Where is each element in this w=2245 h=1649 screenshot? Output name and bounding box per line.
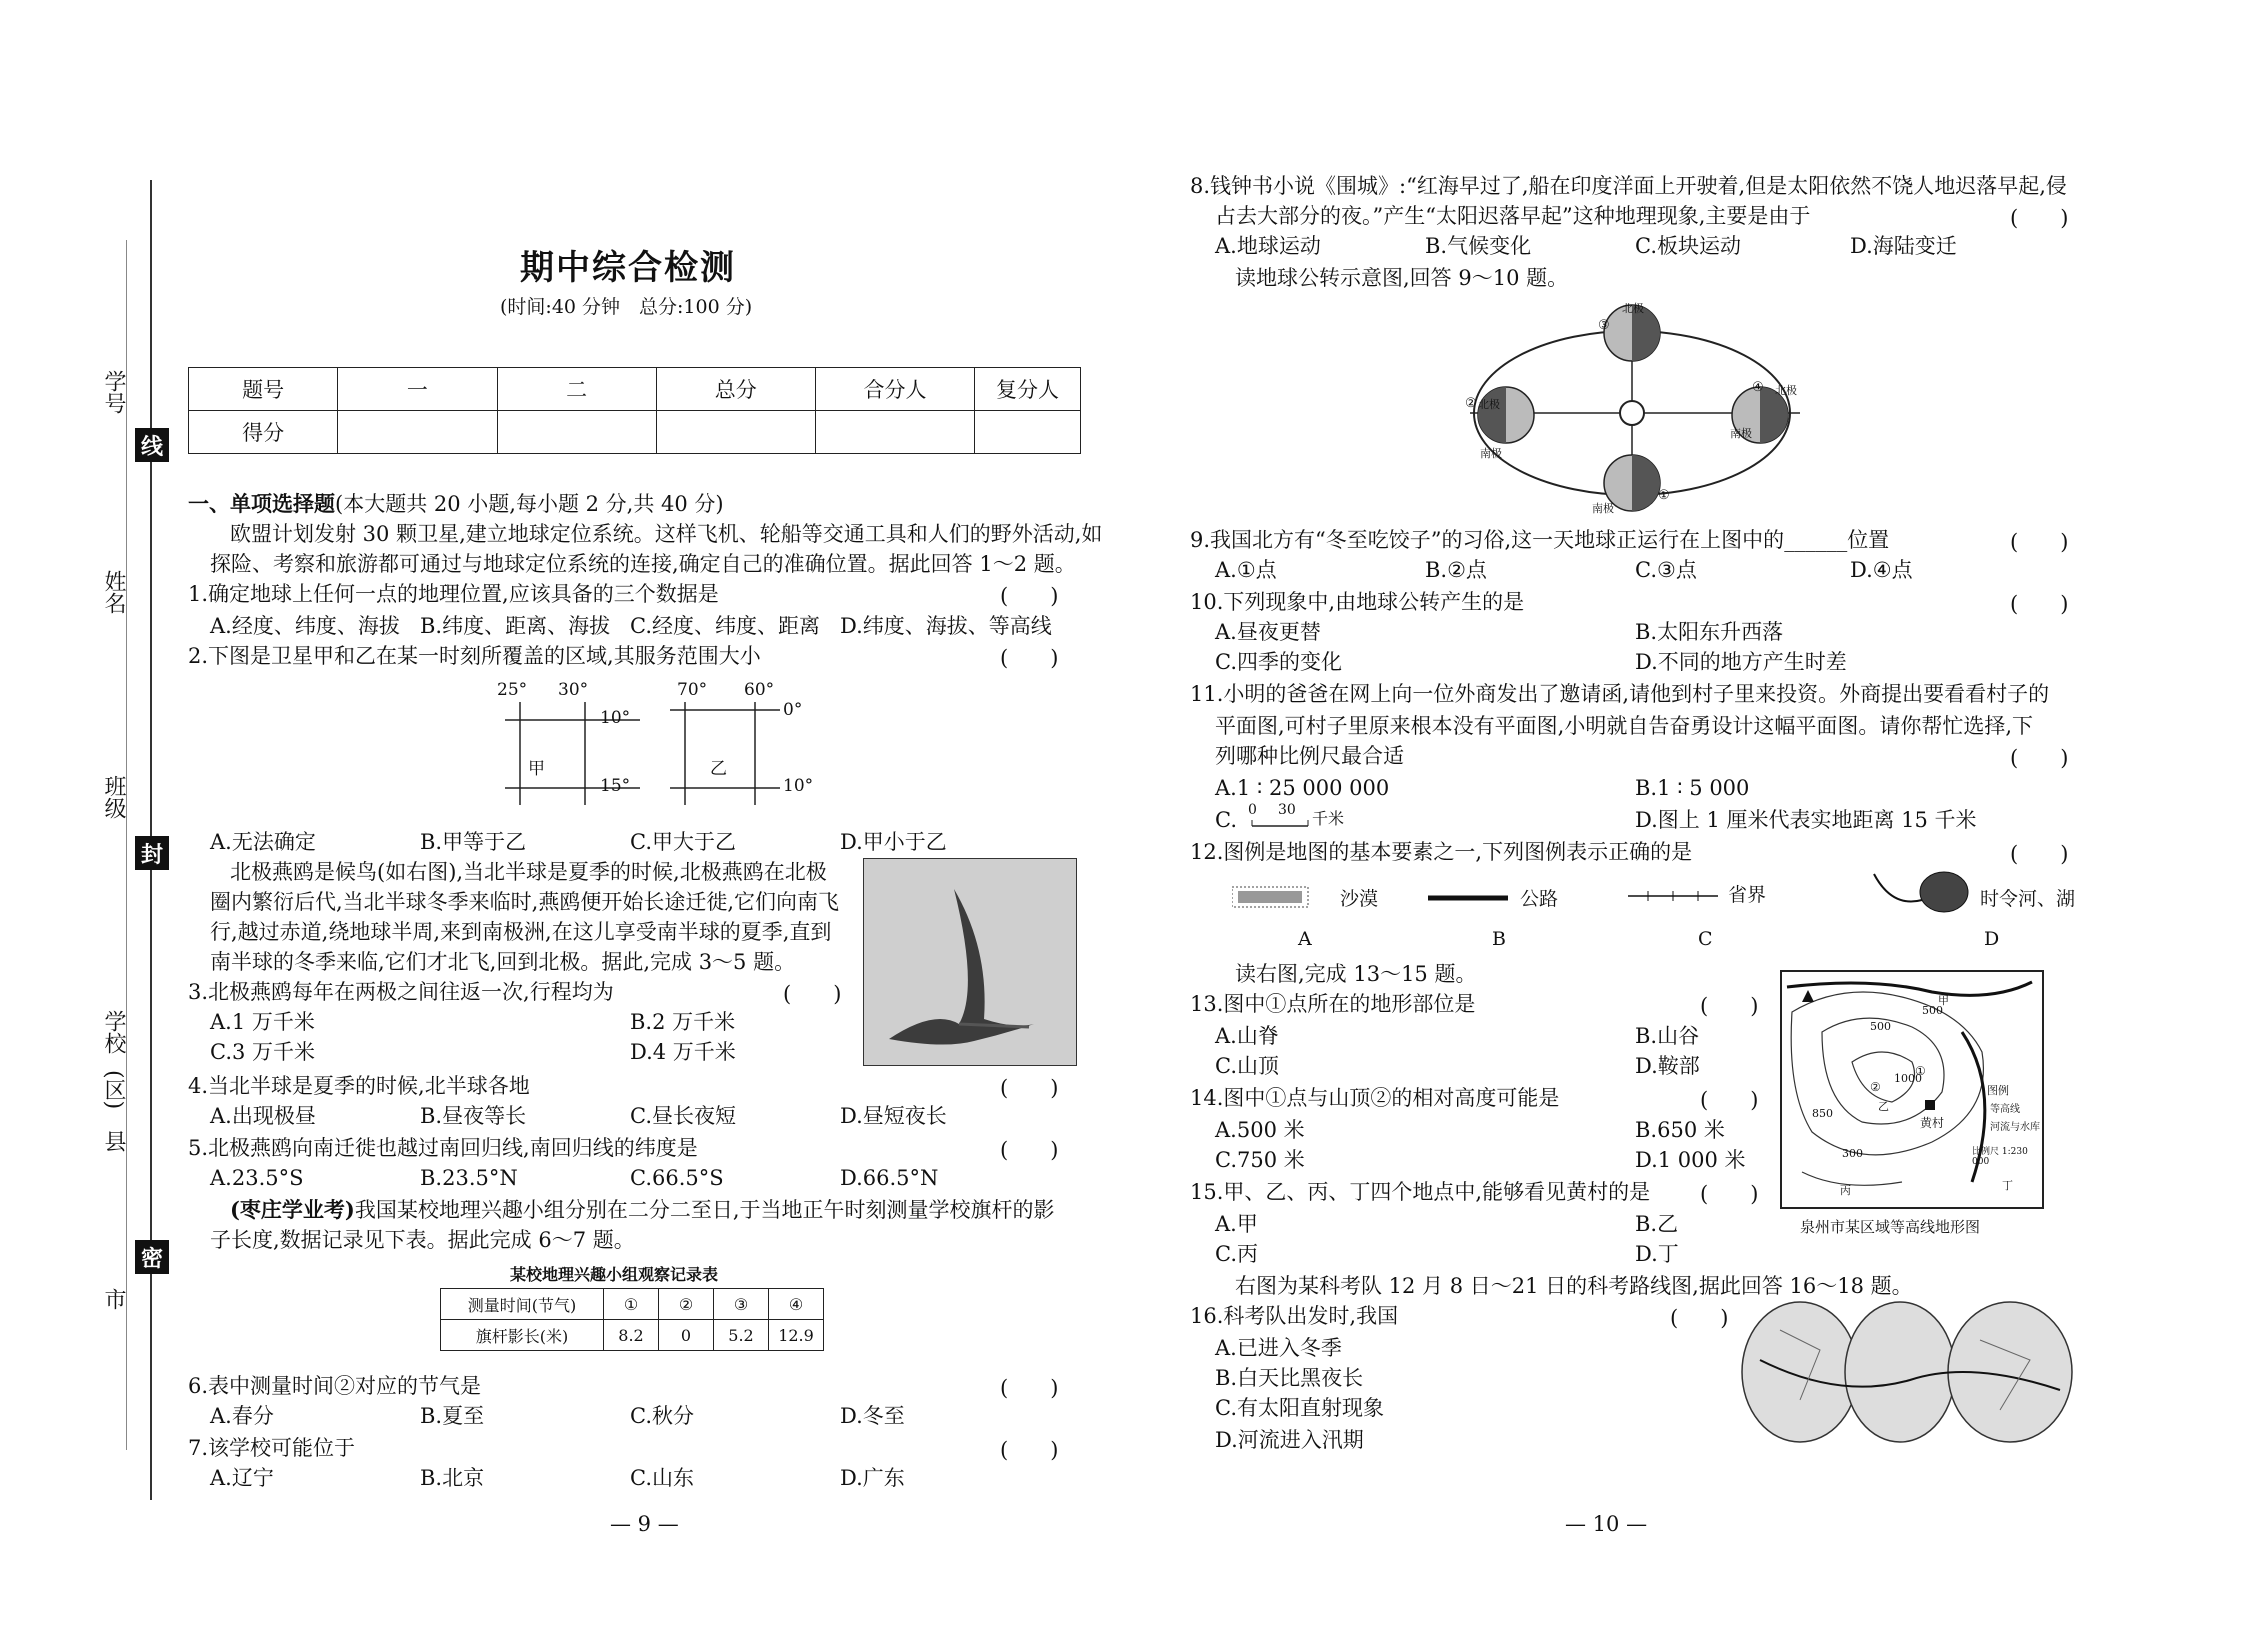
q8-option[interactable]: B.气候变化 xyxy=(1425,234,1532,258)
page-subtitle: (时间:40 分钟 总分:100 分) xyxy=(500,296,753,318)
q2-answer[interactable]: ( ) xyxy=(1000,646,1059,670)
orbit-label: ② xyxy=(1465,396,1477,411)
intro-line: 读右图,完成 13～15 题。 xyxy=(1235,962,1477,986)
obs-cell: 5.2 xyxy=(714,1320,769,1351)
xuehao-label: 学号 xyxy=(101,370,126,414)
topo-label: 500 xyxy=(1922,1004,1943,1017)
q8-option[interactable]: A.地球运动 xyxy=(1215,234,1321,258)
q7-option[interactable]: C.山东 xyxy=(630,1466,694,1490)
orbit-diagram xyxy=(1460,295,1830,520)
q13-option[interactable]: B.山谷 xyxy=(1635,1024,1700,1048)
grid-label: 15° xyxy=(600,776,631,796)
intro-text: 我国某校地理兴趣小组分别在二分二至日,于当地正午时刻测量学校旗杆的影 xyxy=(354,1198,1055,1222)
q2-option[interactable]: A.无法确定 xyxy=(210,830,316,854)
q13-stem: 13.图中①点所在的地形部位是 xyxy=(1190,992,1476,1016)
q9-answer[interactable]: ( ) xyxy=(2010,530,2069,554)
q3-option[interactable]: C.3 万千米 xyxy=(210,1040,316,1064)
q10-option[interactable]: D.不同的地方产生时差 xyxy=(1635,650,1847,674)
q2-option[interactable]: B.甲等于乙 xyxy=(420,830,527,854)
topo-legend: 河流与水库 xyxy=(1990,1122,2040,1133)
binding-rule xyxy=(126,240,127,1450)
obs-cell: 旗杆影长(米) xyxy=(441,1320,604,1351)
scale-unit: 千米 xyxy=(1312,809,1345,828)
section-heading xyxy=(188,490,724,518)
score-input[interactable] xyxy=(656,411,815,454)
q14-answer[interactable]: ( ) xyxy=(1700,1088,1759,1112)
topo-label: 850 xyxy=(1812,1107,1833,1120)
topo-label: 1000 xyxy=(1894,1072,1922,1085)
obs-cell: ② xyxy=(659,1289,714,1320)
q4-stem: 4.当北半球是夏季的时候,北半球各地 xyxy=(188,1074,530,1098)
q14-stem: 14.图中①点与山顶②的相对高度可能是 xyxy=(1190,1086,1560,1110)
orbit-label: ③ xyxy=(1598,318,1610,333)
q2-option[interactable]: C.甲大于乙 xyxy=(630,830,736,854)
obs-cell: 测量时间(节气) xyxy=(441,1289,604,1320)
q9-tail: 位置 xyxy=(1847,528,1890,552)
intro-line: 行,越过赤道,绕地球半周,来到南极洲,在这儿享受南半球的夏季,直到 xyxy=(210,920,832,944)
q8-line: 占去大部分的夜。”产生“太阳迟落早起”这种地理现象,主要是由于 xyxy=(1215,204,1811,228)
obs-cell: ① xyxy=(604,1289,659,1320)
q7-option[interactable]: B.北京 xyxy=(420,1466,485,1490)
grid-label: 60° xyxy=(744,680,775,700)
q2-option[interactable]: D.甲小于乙 xyxy=(840,830,947,854)
intro-line: 欧盟计划发射 30 颗卫星,建立地球定位系统。这样飞机、轮船等交通工具和人们的野外活动,如 xyxy=(230,522,1103,546)
q11-option[interactable]: D.图上 1 厘米代表实地距离 15 千米 xyxy=(1635,808,1977,832)
page-title: 期中综合检测 xyxy=(520,248,736,288)
legend-road-symbol xyxy=(1428,888,1508,908)
q5-answer[interactable]: ( ) xyxy=(1000,1138,1059,1162)
legend-border-label: 省界 xyxy=(1728,884,1767,906)
q16-option[interactable]: B.白天比黑夜长 xyxy=(1215,1366,1364,1390)
intro-line: 北极燕鸥是候鸟(如右图),当北半球是夏季的时候,北极燕鸥在北极 xyxy=(230,860,827,884)
q12-stem: 12.图例是地图的基本要素之一,下列图例表示正确的是 xyxy=(1190,840,1693,864)
intro-line: 南半球的冬季来临,它们才北飞,回到北极。据此,完成 3～5 题。 xyxy=(210,950,796,974)
q4-option[interactable]: A.出现极昼 xyxy=(210,1104,316,1128)
topo-label: ① xyxy=(1915,1064,1926,1078)
q16-option[interactable]: C.有太阳直射现象 xyxy=(1215,1396,1384,1420)
world-route-map xyxy=(1740,1300,2080,1445)
orbit-label: 北极 xyxy=(1775,384,1797,397)
grid-label: 30° xyxy=(558,680,589,700)
obs-cell: ④ xyxy=(769,1289,824,1320)
obs-cell: 12.9 xyxy=(769,1320,824,1351)
q16-option[interactable]: A.已进入冬季 xyxy=(1215,1336,1342,1360)
q15-option[interactable]: D.丁 xyxy=(1635,1242,1679,1266)
xian-label: 县 xyxy=(101,1130,126,1152)
q6-option[interactable]: C.秋分 xyxy=(630,1404,694,1428)
q5-stem: 5.北极燕鸥向南迁徙也越过南回归线,南回归线的纬度是 xyxy=(188,1136,698,1160)
q4-option[interactable]: C.昼长夜短 xyxy=(630,1104,736,1128)
q14-option[interactable]: A.500 米 xyxy=(1215,1118,1305,1142)
score-input[interactable] xyxy=(975,411,1081,454)
q5-option[interactable]: B.23.5°N xyxy=(420,1166,518,1190)
score-input[interactable] xyxy=(338,411,497,454)
obs-cell: 0 xyxy=(659,1320,714,1351)
legend-desert-symbol xyxy=(1232,882,1312,912)
bird-silhouette xyxy=(864,859,1076,1065)
q16-stem: 16.科考队出发时,我国 xyxy=(1190,1304,1399,1328)
score-cell: 二 xyxy=(497,368,656,411)
q11-option[interactable]: A.1 ∶ 25 000 000 xyxy=(1215,776,1390,800)
q1-answer[interactable]: ( ) xyxy=(1000,584,1059,608)
q12-answer[interactable]: ( ) xyxy=(2010,842,2069,866)
source-tag: (枣庄学业考) xyxy=(230,1197,355,1222)
scale-zero: 0 xyxy=(1248,802,1257,818)
q7-answer[interactable]: ( ) xyxy=(1000,1438,1059,1462)
scale-bar xyxy=(1248,804,1398,834)
score-input[interactable] xyxy=(815,411,974,454)
topo-legend: 等高线 xyxy=(1990,1104,2020,1115)
q8-option[interactable]: D.海陆变迁 xyxy=(1850,234,1957,258)
scale-mark: 30 xyxy=(1278,802,1296,818)
q5-option[interactable]: A.23.5°S xyxy=(210,1166,304,1190)
q7-option[interactable]: A.辽宁 xyxy=(210,1466,274,1490)
intro-line xyxy=(230,1196,1055,1224)
score-cell: 题号 xyxy=(189,368,338,411)
q11-option[interactable]: B.1 ∶ 5 000 xyxy=(1635,776,1750,800)
intro-line: 子长度,数据记录见下表。据此完成 6～7 题。 xyxy=(210,1228,635,1252)
q9-option[interactable]: B.②点 xyxy=(1425,558,1487,582)
grid-label: 70° xyxy=(677,680,708,700)
xingming-label: 姓名 xyxy=(101,570,126,614)
score-cell: 一 xyxy=(338,368,497,411)
q9-option[interactable]: D.④点 xyxy=(1850,558,1913,582)
intro-line: 探险、考察和旅游都可通过与地球定位系统的连接,确定自己的准确位置。据此回答 1～2 题。 xyxy=(210,552,1076,576)
q1-option[interactable]: D.纬度、海拔、等高线 xyxy=(840,614,1052,638)
score-table xyxy=(188,367,1081,454)
q9-option[interactable]: C.③点 xyxy=(1635,558,1697,582)
score-input[interactable] xyxy=(497,411,656,454)
q1-stem: 1.确定地球上任何一点的地理位置,应该具备的三个数据是 xyxy=(188,582,719,606)
q15-answer[interactable]: ( ) xyxy=(1700,1182,1759,1206)
q13-option[interactable]: A.山脊 xyxy=(1215,1024,1279,1048)
topo-label: 300 xyxy=(1842,1147,1863,1160)
section-note: (本大题共 20 小题,每小题 2 分,共 40 分) xyxy=(335,492,724,516)
banji-label: 班级 xyxy=(101,775,126,819)
topo-legend: 图例 xyxy=(1987,1084,2009,1097)
q11-line: 11.小明的爸爸在网上向一位外商发出了邀请函,请他到村子里来投资。外商提出要看看村子的 xyxy=(1190,682,2050,706)
q9-stem xyxy=(1190,526,1889,554)
legend-letter[interactable]: D xyxy=(1984,928,2000,950)
q3-option[interactable]: B.2 万千米 xyxy=(630,1010,736,1034)
q11-option[interactable] xyxy=(1215,806,1237,834)
q1-option[interactable]: C.经度、纬度、距离 xyxy=(630,614,820,638)
legend-letter[interactable]: A xyxy=(1298,928,1312,950)
q9-text: 9.我国北方有“冬至吃饺子”的习俗,这一天地球正运行在上图中的 xyxy=(1190,528,1785,552)
score-cell: 复分人 xyxy=(975,368,1081,411)
q2-stem: 2.下图是卫星甲和乙在某一时刻所覆盖的区域,其服务范围大小 xyxy=(188,644,761,668)
orbit-label: 南极 xyxy=(1480,447,1502,460)
q8-line: 8.钱钟书小说《围城》:“红海早过了,船在印度洋面上开驶着,但是太阳依然不饶人地迟落早起,侵 xyxy=(1190,174,2067,198)
q5-option[interactable]: C.66.5°S xyxy=(630,1166,724,1190)
arctic-tern-photo xyxy=(863,858,1077,1066)
legend-letter[interactable]: B xyxy=(1492,928,1506,950)
obs-cell: 8.2 xyxy=(604,1320,659,1351)
q8-option[interactable]: C.板块运动 xyxy=(1635,234,1741,258)
binding-xian: 线 xyxy=(135,428,169,462)
topo-label: 黄村 xyxy=(1920,1116,1945,1130)
q15-stem: 15.甲、乙、丙、丁四个地点中,能够看见黄村的是 xyxy=(1190,1180,1651,1204)
q14-option[interactable]: C.750 米 xyxy=(1215,1148,1305,1172)
q3-option[interactable]: D.4 万千米 xyxy=(630,1040,736,1064)
intro-line: 右图为某科考队 12 月 8 日～21 日的科考路线图,据此回答 16～18 题。 xyxy=(1235,1274,1913,1298)
topo-label: 500 xyxy=(1870,1020,1891,1033)
page-number-right: — 10 — xyxy=(1565,1512,1648,1536)
orbit-label: 南极 xyxy=(1730,427,1752,440)
q11-answer[interactable]: ( ) xyxy=(2010,746,2069,770)
binding-mi: 密 xyxy=(135,1240,169,1274)
q9-blank[interactable]: ______ xyxy=(1784,528,1848,552)
section-title: 一、单项选择题 xyxy=(188,491,335,516)
q11-line: 平面图,可村子里原来根本没有平面图,小明就自告奋勇设计这幅平面图。请你帮忙选择,下 xyxy=(1215,714,2034,738)
score-cell: 得分 xyxy=(189,411,338,454)
q10-option[interactable]: B.太阳东升西落 xyxy=(1635,620,1784,644)
q15-option[interactable]: C.丙 xyxy=(1215,1242,1258,1266)
obs-table xyxy=(440,1288,824,1351)
q11-line: 列哪种比例尺最合适 xyxy=(1215,744,1404,768)
q7-option[interactable]: D.广东 xyxy=(840,1466,905,1490)
q3-answer[interactable]: ( ) xyxy=(783,982,842,1006)
score-cell: 合分人 xyxy=(815,368,974,411)
orbit-label: ④ xyxy=(1752,380,1764,395)
score-cell: 总分 xyxy=(656,368,815,411)
grid-label: 10° xyxy=(600,708,631,728)
orbit-label: 北极 xyxy=(1622,302,1644,315)
legend-border-symbol xyxy=(1628,886,1718,906)
q8-answer[interactable]: ( ) xyxy=(2010,206,2069,230)
q6-option[interactable]: A.春分 xyxy=(210,1404,274,1428)
q4-answer[interactable]: ( ) xyxy=(1000,1076,1059,1100)
q13-answer[interactable]: ( ) xyxy=(1700,994,1759,1018)
q10-option[interactable]: C.四季的变化 xyxy=(1215,650,1342,674)
grid-label: 10° xyxy=(783,776,814,796)
topo-label: 丙 xyxy=(1840,1184,1851,1197)
q1-option[interactable]: B.纬度、距离、海拔 xyxy=(420,614,611,638)
grid-label: 乙 xyxy=(710,759,727,779)
binding-feng: 封 xyxy=(135,836,169,870)
topo-map xyxy=(1780,970,2044,1209)
q4-option[interactable]: B.昼夜等长 xyxy=(420,1104,527,1128)
grid-label: 25° xyxy=(497,680,528,700)
legend-road-label: 公路 xyxy=(1520,888,1559,910)
q3-option[interactable]: A.1 万千米 xyxy=(210,1010,315,1034)
q3-stem: 3.北极燕鸥每年在两极之间往返一次,行程均为 xyxy=(188,980,614,1004)
grid-label: 0° xyxy=(783,700,803,720)
q15-option[interactable]: A.甲 xyxy=(1215,1212,1258,1236)
legend-lake-label: 时令河、湖 xyxy=(1980,888,2076,910)
topo-label: ② xyxy=(1870,1080,1881,1094)
q10-stem: 10.下列现象中,由地球公转产生的是 xyxy=(1190,590,1525,614)
topo-legend: 比例尺 1:230 000 xyxy=(1972,1147,2028,1167)
q5-option[interactable]: D.66.5°N xyxy=(840,1166,939,1190)
intro-line: 读地球公转示意图,回答 9～10 题。 xyxy=(1235,266,1569,290)
grid-label: 甲 xyxy=(528,759,545,779)
q4-option[interactable]: D.昼短夜长 xyxy=(840,1104,947,1128)
orbit-label: 南极 xyxy=(1592,502,1614,515)
q10-answer[interactable]: ( ) xyxy=(2010,592,2069,616)
orbit-label: ① xyxy=(1658,488,1670,503)
q14-option[interactable]: B.650 米 xyxy=(1635,1118,1725,1142)
q6-option[interactable]: B.夏至 xyxy=(420,1404,485,1428)
q16-answer[interactable]: ( ) xyxy=(1670,1306,1729,1330)
legend-desert-label: 沙漠 xyxy=(1340,888,1379,910)
q6-answer[interactable]: ( ) xyxy=(1000,1376,1059,1400)
topo-label: 丁 xyxy=(2002,1179,2013,1192)
q10-option[interactable]: A.昼夜更替 xyxy=(1215,620,1321,644)
q11-option-letter: C. xyxy=(1215,808,1237,832)
topo-label: 乙 xyxy=(1878,1100,1889,1113)
topo-caption: 泉州市某区域等高线地形图 xyxy=(1800,1219,1981,1236)
q6-option[interactable]: D.冬至 xyxy=(840,1404,905,1428)
q6-stem: 6.表中测量时间②对应的节气是 xyxy=(188,1374,482,1398)
q1-option[interactable]: A.经度、纬度、海拔 xyxy=(210,614,400,638)
legend-lake-symbol xyxy=(1872,868,1972,918)
q15-option[interactable]: B.乙 xyxy=(1635,1212,1679,1236)
qu-label: (区) xyxy=(101,1070,126,1110)
topo-label: 甲 xyxy=(1938,994,1949,1007)
q9-option[interactable]: A.①点 xyxy=(1215,558,1277,582)
shi-label: 市 xyxy=(101,1288,126,1310)
intro-line: 圈内繁衍后代,当北半球冬季来临时,燕鸥便开始长途迁徙,它们向南飞 xyxy=(210,890,840,914)
q13-option[interactable]: D.鞍部 xyxy=(1635,1054,1700,1078)
q14-option[interactable]: D.1 000 米 xyxy=(1635,1148,1746,1172)
q16-option[interactable]: D.河流进入汛期 xyxy=(1215,1428,1364,1452)
q13-option[interactable]: C.山顶 xyxy=(1215,1054,1279,1078)
q7-stem: 7.该学校可能位于 xyxy=(188,1436,356,1460)
obs-table-caption: 某校地理兴趣小组观察记录表 xyxy=(510,1267,719,1284)
orbit-label: 北极 xyxy=(1478,398,1500,411)
xuexiao-label: 学校 xyxy=(101,1010,126,1054)
legend-letter[interactable]: C xyxy=(1698,928,1713,950)
obs-cell: ③ xyxy=(714,1289,769,1320)
page-number-left: — 9 — xyxy=(610,1512,679,1536)
